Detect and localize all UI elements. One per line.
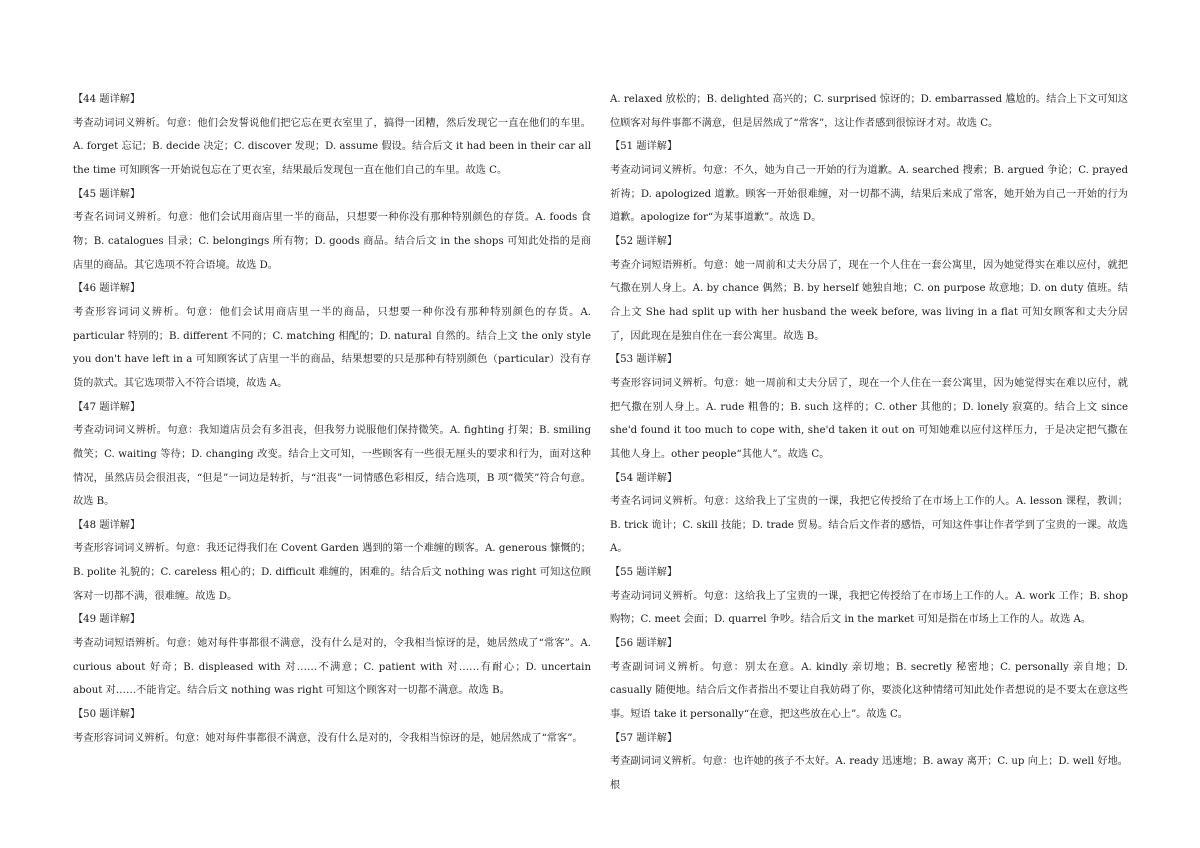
explanation-text: 考查副词词义辨析。句意：也许她的孩子不太好。A. ready 迅速地；B. away 离开；C. up 向上；D. well 好地。根 (610, 756, 1128, 792)
question-heading: 【54 题详解】 (610, 472, 678, 484)
explanation-text: 考查形容词词义辨析。句意：我还记得我们在 Covent Garden 遇到的第一个难缠的顾客。A. generous 慷慨的；B. polite 礼貌的；C. careless 粗心的；D. difficult 难缠的，困难的。结合后文 nothing was right 可知这位顾客对一切都不满，很难缠。故选 D。 (73, 543, 591, 602)
question-heading: 【47 题详解】 (73, 401, 141, 413)
explanation-text: 考查动词词义辨析。句意：我知道店员会有多沮丧，但我努力说服他们保持微笑。A. fighting 打架；B. smiling 微笑；C. waiting 等待；D. changing 改变。结合上文可知，一些顾客有一些很无厘头的要求和行为，面对这种情况，虽然店员会很沮丧，“但是”一词边是转折，与“沮丧”一词情感色彩相反，结合选项，B 项“微笑”符合句意。故选 B。 (73, 425, 591, 508)
explanation-text: 考查动词词义辨析。句意：这给我上了宝贵的一课，我把它传授给了在市场上工作的人。A. work 工作；B. shop 购物；C. meet 会面；D. quarrel 争吵。结合后文 in the market 可知是指在市场上工作的人。故选 A。 (610, 590, 1128, 626)
question-heading: 【52 题详解】 (610, 235, 678, 247)
explanation-text: 考查动词词义辨析。句意：他们会发誓说他们把它忘在更衣室里了，搞得一团糟，然后发现它一直在他们的车里。A. forget 忘记；B. decide 决定；C. discover 发现；D. assume 假设。结合后文 it had been in their car all the time 可知顾客一开始说包忘在了更衣室，结果最后发现包一直在他们自己的车里。故选 C。 (73, 117, 591, 176)
question-heading: 【51 题详解】 (610, 141, 678, 153)
question-heading: 【50 题详解】 (73, 709, 141, 721)
question-heading: 【57 题详解】 (610, 732, 678, 744)
explanation-text: 考查形容词词义辨析。句意：她对每件事都很不满意，没有什么是对的，令我相当惊讶的是，她居然成了“常客”。 (73, 732, 583, 744)
question-heading: 【49 题详解】 (73, 614, 141, 626)
explanation-text: 考查动词词义辨析。句意：不久，她为自己一开始的行为道歉。A. searched 搜索；B. argued 争论；C. prayed 祈祷；D. apologized 道歉。顾客一开始很难缠，对一切都不满，结果后来成了常客，她开始为自己一开始的行为道歉。apologize for“为某事道歉”。故选 D。 (610, 164, 1128, 224)
explanation-text: 考查动词短语辨析。句意：她对每件事都很不满意，没有什么是对的，令我相当惊讶的是，她居然成了“常客”。A. curious about 好奇；B. displeased with 对……不满意；C. patient with 对……有耐心；D. uncertain about 对……不能肯定。结合后文 nothing was right 可知这个顾客对一切都不满意。故选 B。 (73, 638, 591, 697)
question-heading: 【46 题详解】 (73, 283, 141, 295)
explanation-text: 考查介词短语辨析。句意：她一周前和丈夫分居了，现在一个人住在一套公寓里，因为她觉得实在难以应付，就把气撒在别人身上。A. by chance 偶然；B. by herself 她独自地；C. on purpose 故意地；D. on duty 值班。结合上文 She had split up with her husband the week before, was living in a flat 可知女顾客和丈夫分居了，因此现在是独自住在一套公寓里。故选 B。 (610, 259, 1128, 342)
right-column (610, 88, 1128, 798)
explanation-text: 考查形容词词义辨析。句意：他们会试用商店里一半的商品，只想要一种你没有那种特别颜色的存货。A. particular 特别的；B. different 不同的；C. matching 相配的；D. natural 自然的。结合上文 the only style you don't have left in a 可知顾客试了店里一半的商品，结果想要的只是那种有特别颜色（particular）没有存货的款式。其它选项带入不符合语境，故选 A。 (73, 306, 591, 389)
explanation-text: 考查副词词义辨析。句意：别太在意。A. kindly 亲切地；B. secretly 秘密地；C. personally 亲自地；D. casually 随便地。结合后文作者指出不要让自我妨碍了你，要淡化这种情绪可知此处作者想说的是不要太在意这些事。短语 take it personally“在意，把这些放在心上”。故选 C。 (610, 661, 1128, 721)
explanation-text: 考查形容词词义辨析。句意：她一周前和丈夫分居了，现在一个人住在一套公寓里，因为她觉得实在难以应付，就把气撒在别人身上。A. rude 粗鲁的；B. such 这样的；C. other 其他的；D. lonely 寂寞的。结合上文 since she'd found it too much to cope with, she'd taken it out on 可知她难以应付这样压力，于是决定把气撒在其他人身上。other people“其他人”。故选 C。 (610, 377, 1128, 460)
explanation-text: 考查名词词义辨析。句意：这给我上了宝贵的一课，我把它传授给了在市场上工作的人。A. lesson 课程，教训；B. trick 诡计；C. skill 技能；D. trade 贸易。结合后文作者的感悟，可知这件事让作者学到了宝贵的一课。故选 A。 (610, 496, 1128, 555)
question-heading: 【53 题详解】 (610, 354, 678, 366)
question-heading: 【44 题详解】 (73, 94, 141, 105)
question-heading: 【45 题详解】 (73, 188, 141, 200)
explanation-text: A. relaxed 放松的；B. delighted 高兴的；C. surprised 惊讶的；D. embarrassed 尴尬的。结合上下文可知这位顾客对每件事都不满意，但是居然成了“常客”，这让作者感到很惊讶才对。故选 C。 (610, 94, 1128, 129)
question-heading: 【48 题详解】 (73, 519, 141, 531)
question-heading: 【55 题详解】 (610, 567, 678, 579)
left-column (73, 88, 591, 750)
question-heading: 【56 题详解】 (610, 638, 678, 650)
explanation-text: 考查名词词义辨析。句意：他们会试用商店里一半的商品，只想要一种你没有那种特别颜色的存货。A. foods 食物；B. catalogues 目录；C. belongings 所有物；D. goods 商品。结合后文 in the shops 可知此处指的是商店里的商品。其它选项不符合语境。故选 D。 (73, 212, 591, 271)
